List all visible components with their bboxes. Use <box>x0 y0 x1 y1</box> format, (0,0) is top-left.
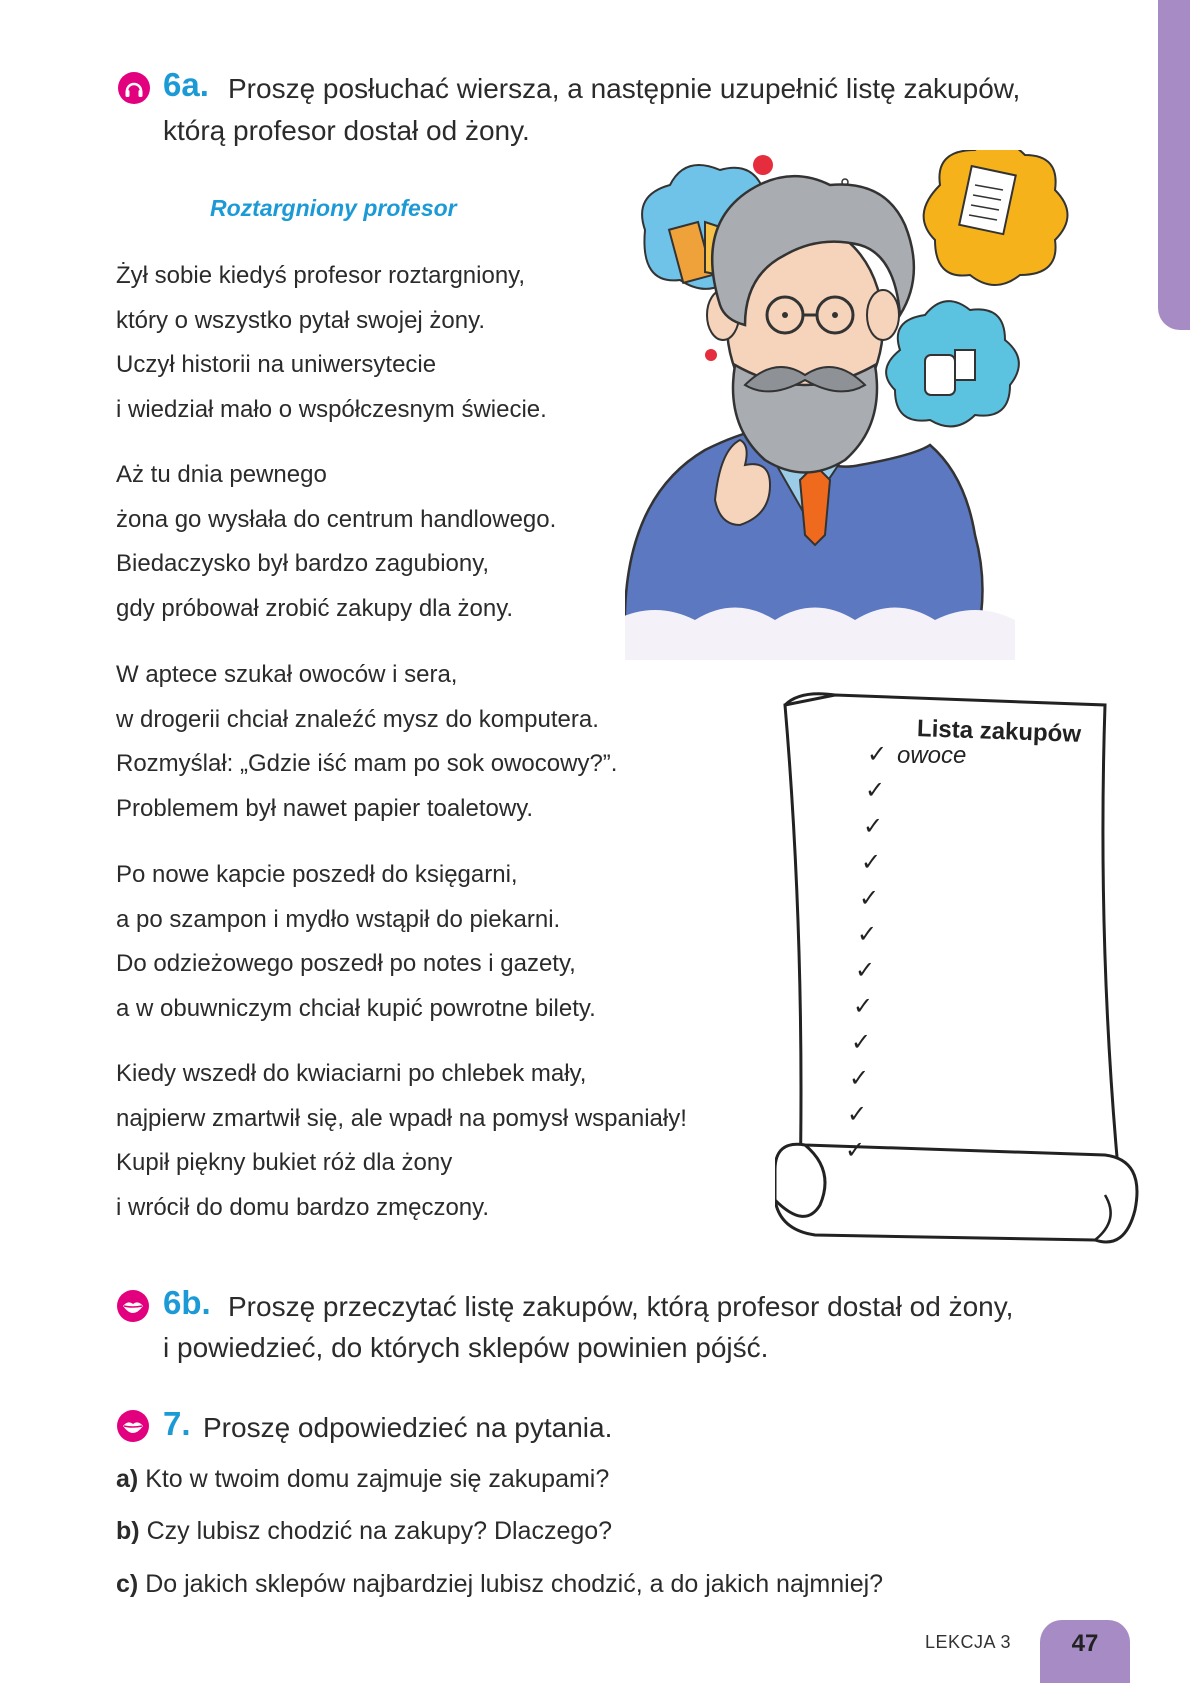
exercise-6b-number: 6b. <box>163 1284 211 1321</box>
checkmark-icon: ✓ <box>861 849 882 876</box>
checkmark-icon: ✓ <box>857 921 878 948</box>
poem-line: Rozmyślał: „Gdzie iść mam po sok owocowy?”. <box>116 750 618 777</box>
question-a <box>116 1465 609 1494</box>
poem-line: Kupił piękny bukiet róż dla żony <box>116 1149 453 1176</box>
poem-title: Roztargniony profesor <box>210 195 457 221</box>
poem-line: Uczył historii na uniwersytecie <box>116 351 437 378</box>
shopping-list-title: Lista zakupów <box>916 715 1082 748</box>
lesson-label: LEKCJA 3 <box>925 1632 1012 1652</box>
side-tab <box>1158 0 1190 330</box>
poem-line: który o wszystko pytał swojej żony. <box>116 306 486 334</box>
question-label: a) <box>116 1465 139 1493</box>
poem-line: Problemem był nawet papier toaletowy. <box>116 794 534 822</box>
lips-icon <box>117 1290 149 1322</box>
poem-line: najpierw zmartwił się, ale wpadł na pomysł wspaniały! <box>116 1104 687 1132</box>
checkmark-icon: ✓ <box>859 885 880 912</box>
poem-line: Kiedy wszedł do kwiaciarni po chlebek mały, <box>116 1060 587 1087</box>
poem-line: W aptece szukał owoców i sera, <box>116 661 458 688</box>
poem-line: Po nowe kapcie poszedł do księgarni, <box>116 861 518 888</box>
question-b <box>116 1517 612 1546</box>
checkmark-icon: ✓ <box>847 1101 868 1128</box>
poem-line: Aż tu dnia pewnego <box>116 461 327 488</box>
poem-line: Biedaczysko był bardzo zagubiony, <box>116 550 490 577</box>
poem-line: i wrócił do domu bardzo zmęczony. <box>116 1193 490 1221</box>
checkmark-icon: ✓ <box>867 741 888 768</box>
exercise-6b-instruction-line2: i powiedzieć, do których sklepów powinien pójść. <box>163 1332 769 1363</box>
question-label: b) <box>116 1517 140 1545</box>
checkmark-icon: ✓ <box>853 993 874 1020</box>
poem-line: w drogerii chciał znaleźć mysz do komputera. <box>116 705 599 733</box>
exercise-6a-instruction-line2: którą profesor dostał od żony. <box>163 115 530 146</box>
professor-illustration <box>625 150 1085 660</box>
checkmark-icon: ✓ <box>863 813 884 840</box>
question-text: Kto w twoim domu zajmuje się zakupami? <box>145 1465 610 1493</box>
checkmark-icon: ✓ <box>845 1137 866 1164</box>
poem-stanza-3 <box>116 653 776 831</box>
checkmark-icon: ✓ <box>851 1029 872 1056</box>
question-label: c) <box>116 1570 139 1598</box>
page-number-box <box>1040 1620 1130 1683</box>
shopping-list-item: owoce <box>897 742 967 769</box>
checkmark-icon: ✓ <box>855 957 876 984</box>
poem-stanza-4 <box>116 853 776 1031</box>
question-text: Do jakich sklepów najbardziej lubisz chodzić, a do jakich najmniej? <box>145 1570 884 1598</box>
page-number: 47 <box>1071 1630 1099 1657</box>
checkmark-icon: ✓ <box>849 1065 870 1092</box>
poem-stanza-5 <box>116 1052 776 1230</box>
poem-line: Żył sobie kiedyś profesor roztargniony, <box>116 262 526 289</box>
poem-line: a w obuwniczym chciał kupić powrotne bilety. <box>116 994 596 1022</box>
exercise-7-instruction: Proszę odpowiedzieć na pytania. <box>203 1412 613 1443</box>
poem-line: Do odzieżowego poszedł po notes i gazety, <box>116 950 576 977</box>
exercise-6b-instruction-line1: Proszę przeczytać listę zakupów, którą profesor dostał od żony, <box>228 1291 1014 1322</box>
poem-line: gdy próbował zrobić zakupy dla żony. <box>116 594 514 622</box>
poem-line: a po szampon i mydło wstąpił do piekarni. <box>116 905 561 933</box>
exercise-6a-number: 6a. <box>163 66 209 103</box>
checkmark-icon: ✓ <box>865 777 886 804</box>
poem-line: i wiedział mało o współczesnym świecie. <box>116 395 547 423</box>
lips-icon <box>117 1410 149 1442</box>
exercise-6a-instruction-line1: Proszę posłuchać wiersza, a następnie uzupełnić listę zakupów, <box>228 73 1021 104</box>
headphones-icon <box>118 72 150 104</box>
exercise-7-number: 7. <box>163 1405 191 1442</box>
shopping-list-scroll <box>775 690 1145 1250</box>
question-c <box>116 1570 883 1599</box>
poem-line: żona go wysłała do centrum handlowego. <box>116 505 557 533</box>
question-text: Czy lubisz chodzić na zakupy? Dlaczego? <box>146 1517 613 1545</box>
